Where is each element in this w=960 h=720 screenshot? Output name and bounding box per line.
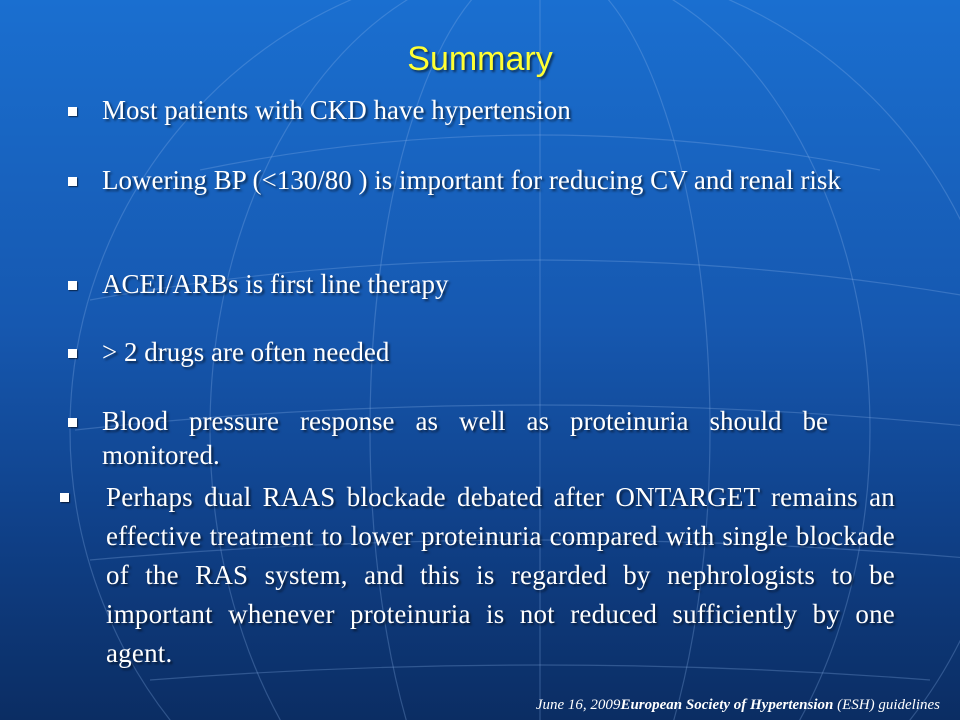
bullet-square-icon	[68, 177, 77, 186]
bullet-item	[68, 335, 868, 369]
bullet-item	[60, 478, 895, 673]
footer-citation	[536, 697, 940, 714]
bullet-text: ACEI/ARBs is first line therapy	[102, 269, 449, 299]
bullet-square-icon	[60, 493, 69, 502]
bullet-text: Blood pressure response as well as proteinuria should be monitored.	[102, 406, 828, 470]
footer-suffix: (ESH) guidelines	[833, 697, 940, 713]
bullet-item	[68, 267, 868, 301]
slide-title: Summary	[407, 40, 553, 78]
bullet-item	[68, 404, 828, 472]
footer-date: June 16, 2009	[535, 697, 621, 713]
bullet-square-icon	[68, 107, 77, 116]
bullet-square-icon	[68, 281, 77, 290]
footer-org: European Society of Hypertension	[620, 697, 834, 713]
bullet-text: Perhaps dual RAAS blockade debated after ONTARGET remains an effective treatment to lower proteinuria compared with single blockade of the RAS system, and this is regarded by nephrologists to be important whenever proteinuria is not reduced sufficiently by one agent.	[106, 482, 895, 668]
bullet-item	[68, 163, 868, 197]
bullet-square-icon	[68, 349, 77, 358]
bullet-item	[68, 93, 868, 127]
bullet-text: Lowering BP (<130/80 ) is important for reducing CV and renal risk	[102, 165, 841, 195]
bullet-square-icon	[68, 418, 77, 427]
bullet-text: > 2 drugs are often needed	[102, 337, 390, 367]
bullet-text: Most patients with CKD have hypertension	[102, 95, 571, 125]
